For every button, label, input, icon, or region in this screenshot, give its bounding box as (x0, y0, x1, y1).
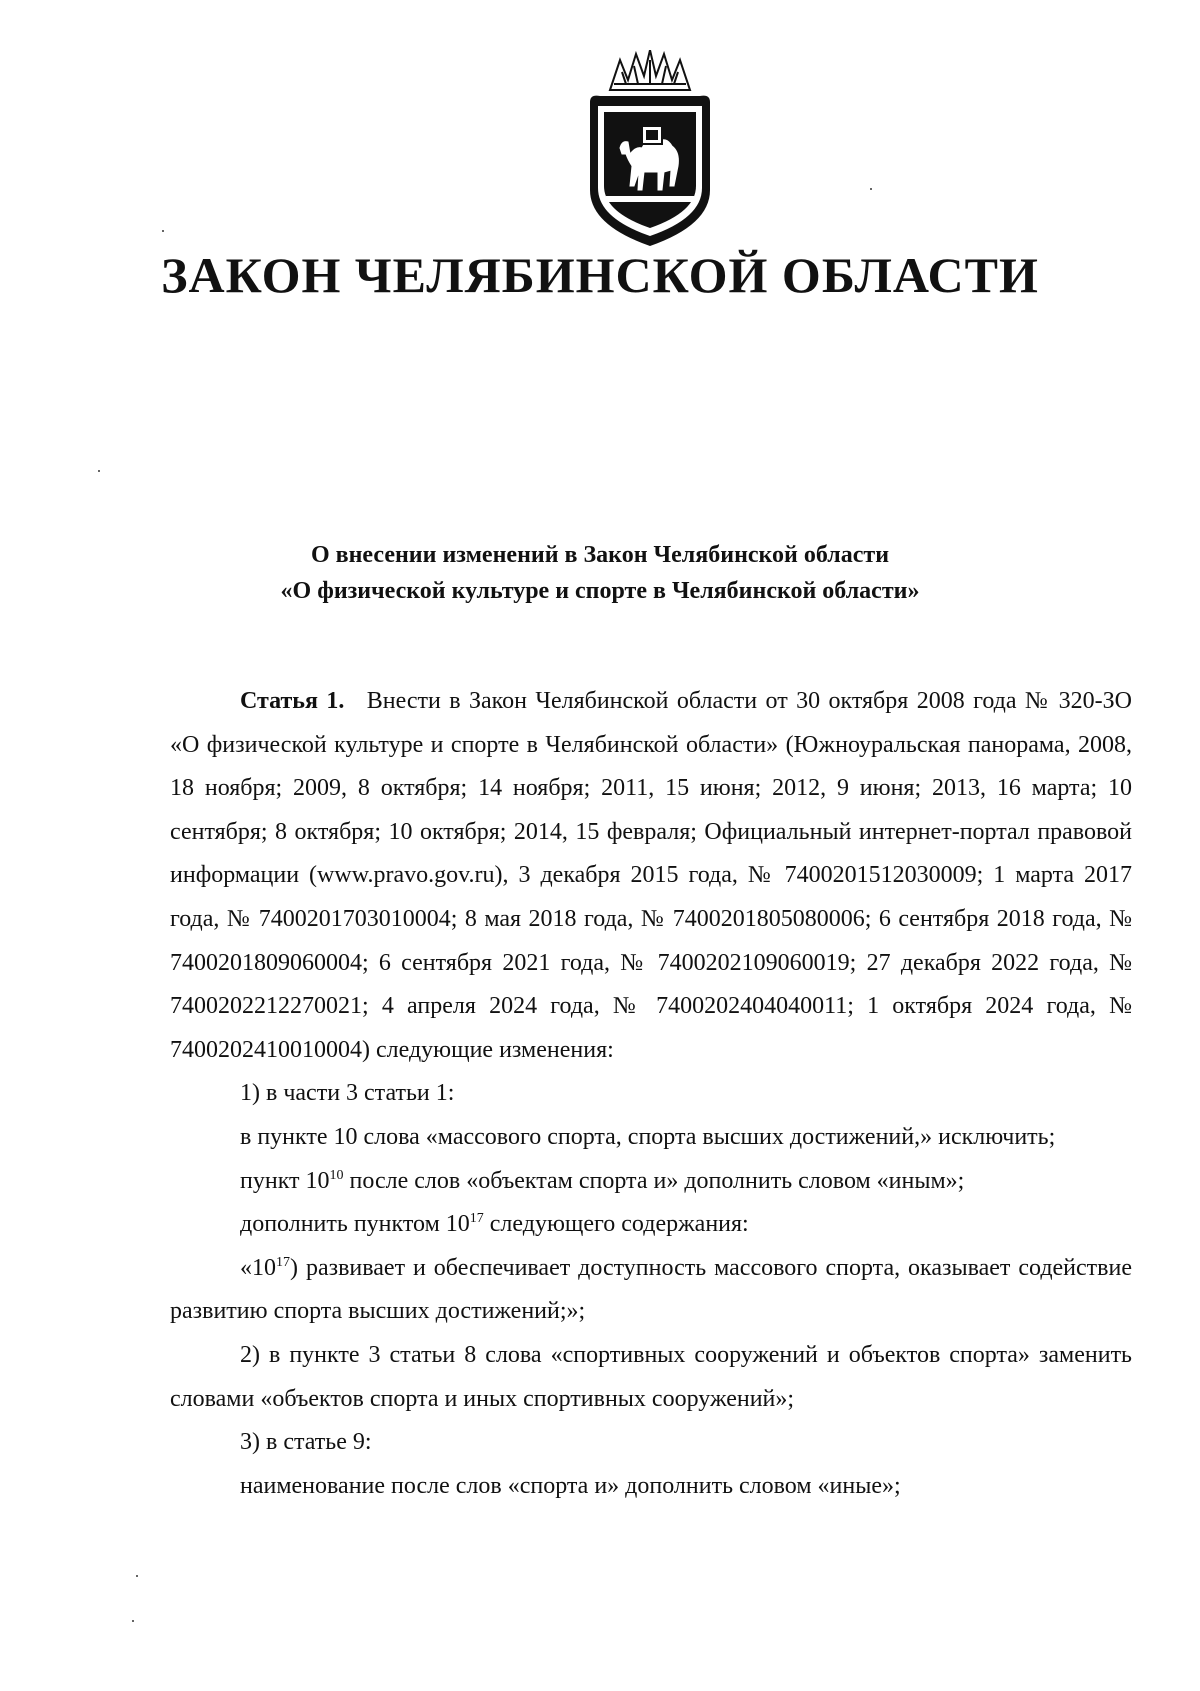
item-1-c-post: следующего содержания: (483, 1211, 749, 1238)
article-1-intro-paragraph (170, 680, 1132, 1072)
item-1-c-superscript: 17 (469, 1211, 484, 1227)
scan-speck (132, 1620, 134, 1622)
item-1-b-pre: пункт 10 (240, 1167, 330, 1194)
item-1-d-superscript: 17 (276, 1254, 290, 1270)
item-1-d-post: ) развивает и обеспечивает доступность массового спорта, оказывает содействие развитию спорта высших достижений;»; (170, 1254, 1132, 1325)
item-1-d-pre: «10 (240, 1254, 276, 1281)
law-body (170, 680, 1132, 1508)
item-1-clause-d (170, 1247, 1132, 1334)
item-3-clause-a: наименование после слов «спорта и» дополнить словом «иные»; (240, 1472, 901, 1499)
law-subtitle (0, 537, 1200, 609)
item-1-c-pre: дополнить пунктом 10 (240, 1211, 470, 1238)
item-3-heading: 3) в статье 9: (240, 1429, 372, 1456)
item-1-clause-b (170, 1160, 1132, 1204)
item-2-paragraph: 2) в пункте 3 статьи 8 слова «спортивных сооружений и объектов спорта» заменить словами «объектов спорта и иных спортивных сооружений»; (170, 1341, 1132, 1412)
subtitle-line-2: «О физической культуре и спорте в Челябинской области» (280, 578, 920, 604)
item-1-heading: 1) в части 3 статьи 1: (240, 1080, 455, 1107)
scan-speck (162, 230, 164, 232)
scan-speck (98, 470, 100, 472)
subtitle-line-1: О внесении изменений в Закон Челябинской области (310, 542, 890, 568)
item-1-b-post: после слов «объектам спорта и» дополнить словом «иным»; (343, 1167, 965, 1194)
scan-speck (870, 188, 872, 190)
item-1-clause-c (170, 1203, 1132, 1247)
article-intro-text: Внести в Закон Челябинской области от 30 октября 2008 года № 320-ЗО «О физической культуре и спорте в Челябинской области» (Южноуральская панорама, 2008, 18 ноября; 2009, 8 октября; 14 ноября; 2011, 15 июня; 2012, 9 июня; 2013, 16 марта; 10 сентября; 8 октября; 10 октября; 2014, 15 февраля; Официальный интернет-портал правовой информации (www.pravo.gov.ru), 3 декабря 2015 года, № 7400201512030009; 1 марта 2017 года, № 7400201703010004; 8 мая 2018 года, № 7400201805080006; 6 сентября 2018 года, № 7400201809060004; 6 сентября 2021 года, № 7400202109060019; 27 декабря 2022 года, № 7400202212270021; 4 апреля 2024 года, № 7400202404040011; 1 октября 2024 года, № 7400202410010004) следующие изменения: (170, 688, 1132, 1063)
coat-of-arms-emblem (570, 50, 730, 250)
law-title: ЗАКОН ЧЕЛЯБИНСКОЙ ОБЛАСТИ (161, 247, 1039, 303)
scan-speck (136, 1575, 138, 1577)
item-1-clause-a: в пункте 10 слова «массового спорта, спорта высших достижений,» исключить; (240, 1123, 1056, 1150)
article-label: Статья 1. (240, 688, 345, 714)
item-1-b-superscript: 10 (329, 1167, 344, 1183)
